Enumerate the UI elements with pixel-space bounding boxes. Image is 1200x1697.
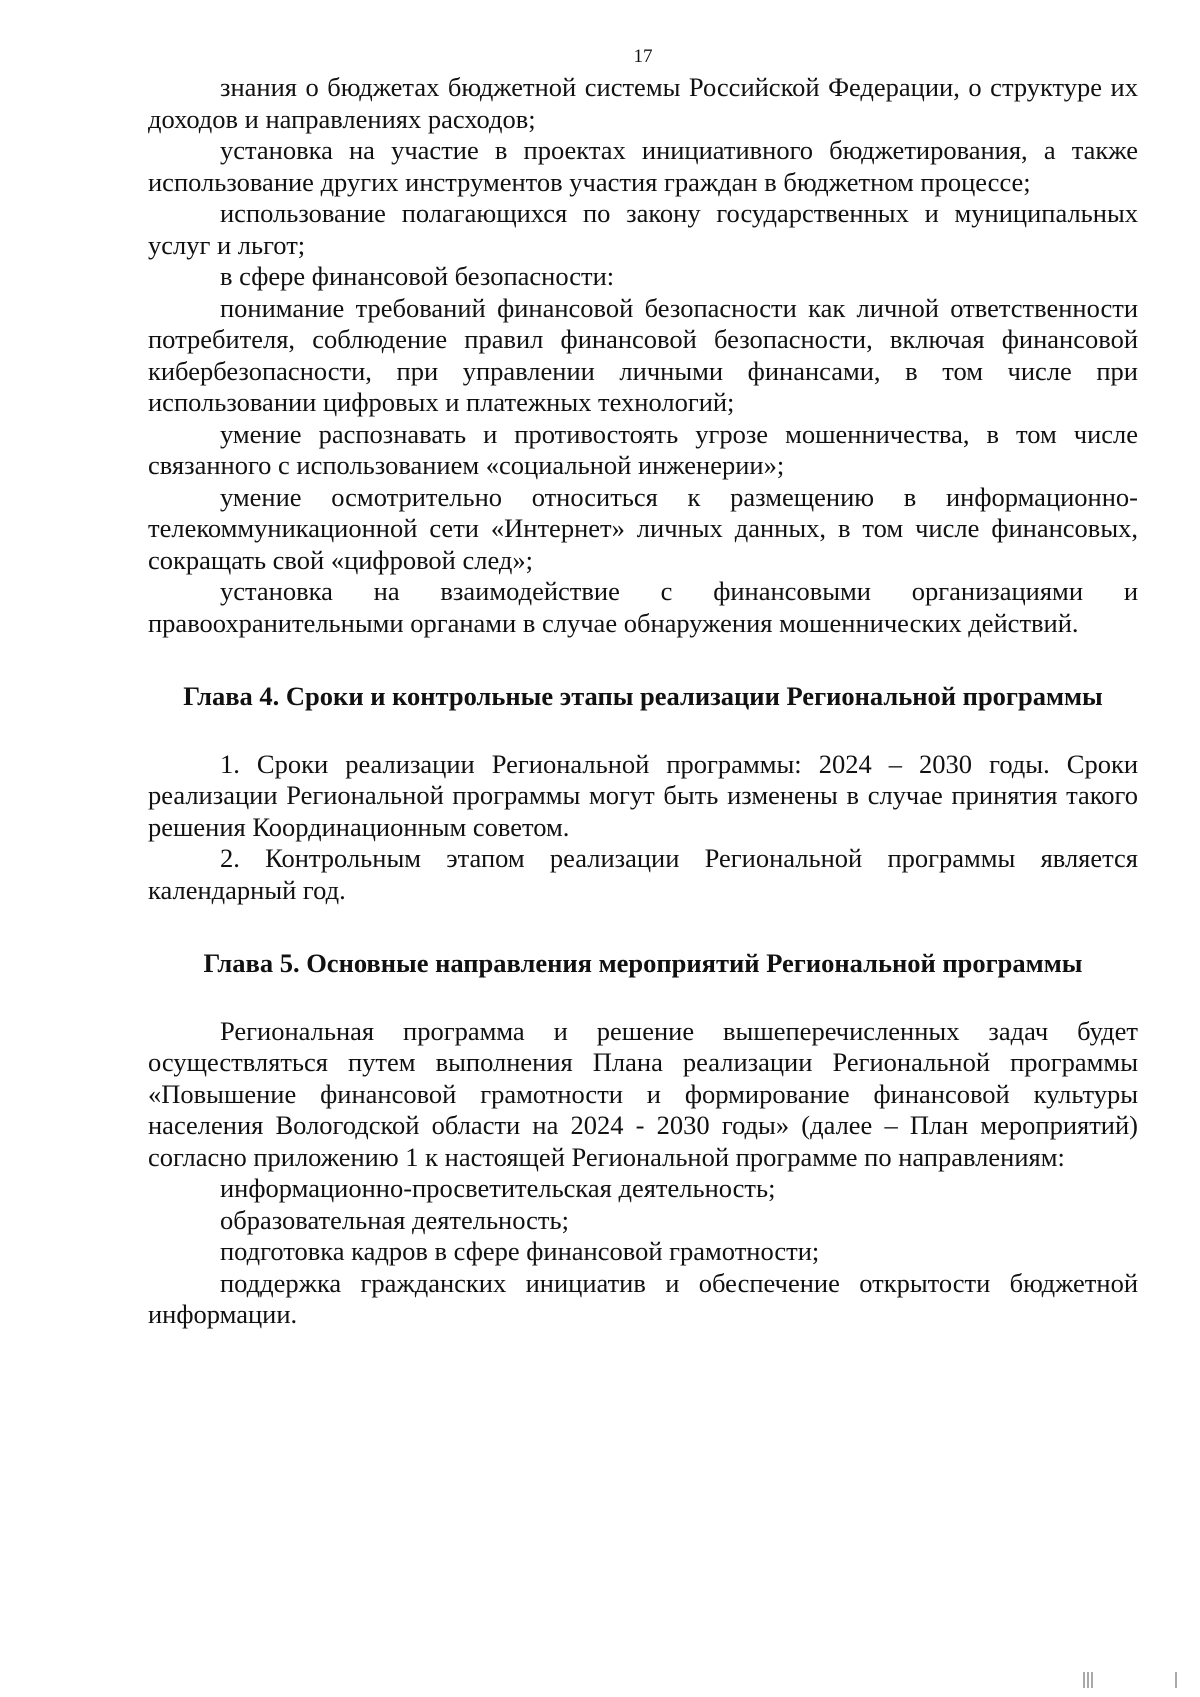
paragraph: установка на участие в проектах инициативного бюджетирования, а также использование других инструментов участия граждан в бюджетном процессе;: [148, 135, 1138, 197]
paragraph: установка на взаимодействие с финансовыми организациями и правоохранительными органами в случае обнаружения мошеннических действий.: [148, 576, 1138, 638]
chapter-5-heading: Глава 5. Основные направления мероприятий Региональной программы: [203, 948, 1083, 978]
paragraph: умение распознавать и противостоять угрозе мошенничества, в том числе связанного с использованием «социальной инженерии»;: [148, 418, 1138, 480]
paragraph: использование полагающихся по закону государственных и муниципальных услуг и льгот;: [148, 198, 1138, 260]
paragraph: в сфере финансовой безопасности:: [220, 261, 615, 291]
list-item: информационно-просветительская деятельность;: [220, 1173, 776, 1203]
document-page: [148, 46, 1138, 1331]
numbered-paragraph: 2. Контрольным этапом реализации Региональной программы является календарный год.: [148, 843, 1138, 905]
chapter-5-body: [148, 1016, 1138, 1331]
chapter-4-heading: Глава 4. Сроки и контрольные этапы реализации Региональной программы: [183, 681, 1103, 711]
list-item: поддержка гражданских инициатив и обеспечение открытости бюджетной информации.: [148, 1267, 1138, 1329]
scan-artifact: [1080, 1670, 1180, 1693]
paragraph: понимание требований финансовой безопасности как личной ответственности потребителя, соблюдение правил финансовой безопасности, включая финансовой кибербезопасности, при управлении личными финансами, в том числе при использовании цифровых и платежных технологий;: [148, 292, 1138, 417]
section-3-continuation: [148, 72, 1138, 639]
paragraph: умение осмотрительно относиться к размещению в информационно-телекоммуникационной сети «Интернет» личных данных, в том числе финансовых, сокращать свой «цифровой след»;: [148, 481, 1138, 575]
list-item: подготовка кадров в сфере финансовой грамотности;: [220, 1236, 820, 1266]
list-item: образовательная деятельность;: [220, 1204, 569, 1235]
numbered-paragraph: 1. Сроки реализации Региональной программы: 2024 – 2030 годы. Сроки реализации Региональной программы могут быть изменены в случае принятия такого решения Координационным советом.: [148, 748, 1138, 842]
paragraph: Региональная программа и решение вышеперечисленных задач будет осуществляться путем выполнения Плана реализации Региональной программы «Повышение финансовой грамотности и формирование финансовой культуры населения Вологодской области на 2024 - 2030 годы» (далее – План мероприятий) согласно приложению 1 к настоящей Региональной программе по направлениям:: [148, 1015, 1138, 1172]
scan-artifact-icon: [1080, 1670, 1180, 1690]
paragraph: знания о бюджетах бюджетной системы Российской Федерации, о структуре их доходов и направлениях расходов;: [148, 72, 1138, 134]
chapter-4-body: [148, 749, 1138, 907]
page-number: 17: [633, 46, 653, 67]
